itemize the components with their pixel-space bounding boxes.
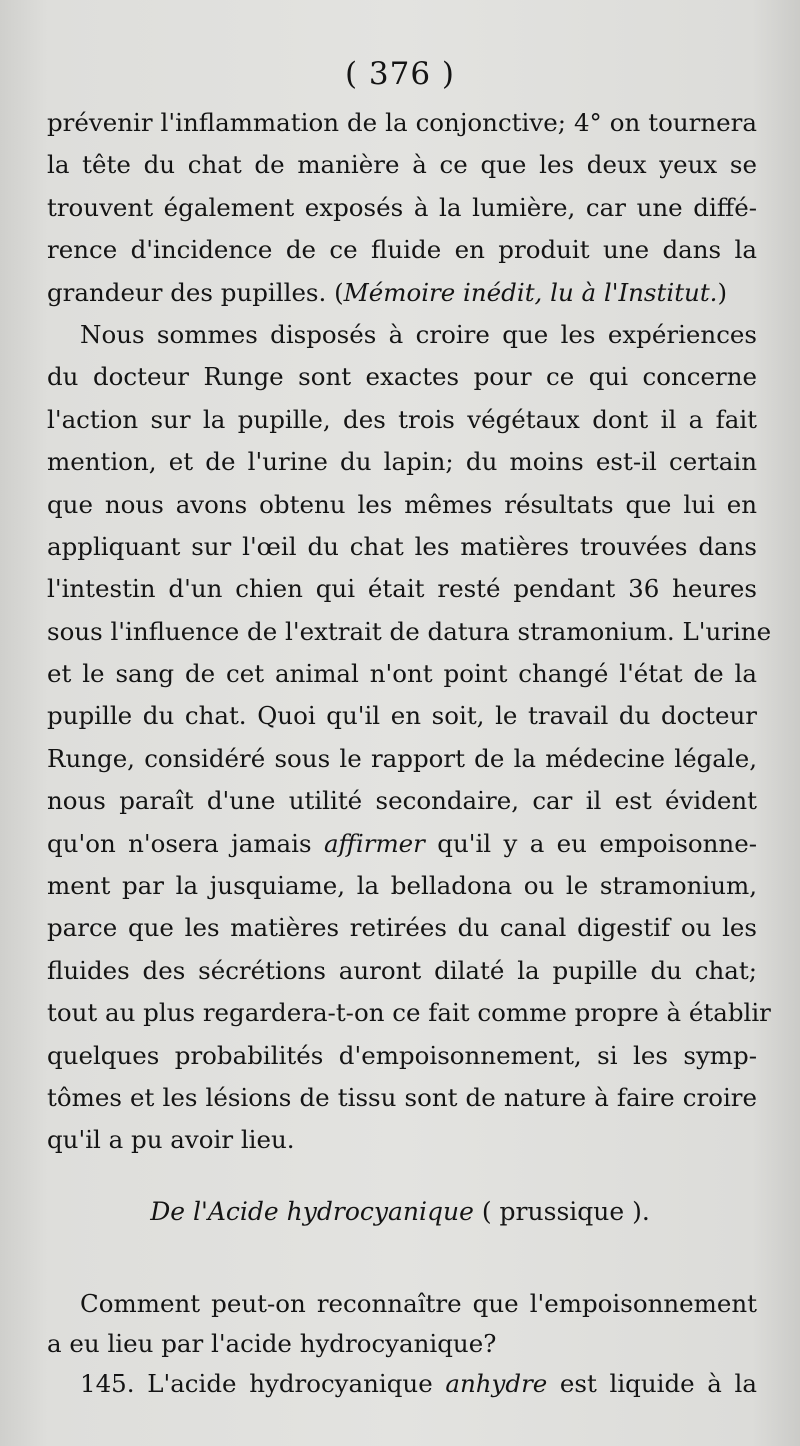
- text-line: que nous avons obtenu les mêmes résultats que lui en: [47, 489, 757, 519]
- question-line: a eu lieu par l'acide hydrocyanique?: [47, 1329, 497, 1358]
- text-line: [47, 272, 757, 314]
- section-heading: [0, 1197, 800, 1226]
- text-line: trouvent également exposés à la lumière, car une diffé-: [47, 192, 757, 222]
- text-line: et le sang de cet animal n'ont point changé l'état de la: [47, 659, 757, 689]
- text-line: fluides des sécrétions auront dilaté la pupille du chat;: [47, 955, 757, 985]
- heading-italic: De l'Acide hydrocyanique: [150, 1197, 474, 1226]
- text-line: nous paraît d'une utilité secondaire, car il est évident: [47, 786, 757, 816]
- line-text: est liquide à la: [547, 1369, 757, 1398]
- text-line: tout au plus regardera-t-on ce fait comme propre à établir: [47, 998, 771, 1028]
- emphasis-italic: affirmer: [323, 828, 425, 858]
- text-line: du docteur Runge sont exactes pour ce qui concerne: [47, 362, 757, 392]
- section-text: [47, 1284, 757, 1404]
- text-line: Runge, considéré sous le rapport de la médecine légale,: [47, 743, 757, 773]
- line-text: 145. L'acide hydrocyanique: [80, 1369, 446, 1398]
- line-text: qu'on n'osera jamais: [47, 828, 324, 858]
- text-line: pupille du chat. Quoi qu'il en soit, le travail du docteur: [47, 701, 757, 731]
- heading-normal: ( prussique ).: [473, 1197, 650, 1226]
- paragraph-first-line: Nous sommes disposés à croire que les expériences: [80, 319, 757, 349]
- citation-italic: Mémoire inédit, lu à l'Institut.: [343, 277, 718, 307]
- text-line: [47, 823, 757, 865]
- question-line: Comment peut-on reconnaître que l'empoisonnement: [80, 1289, 757, 1318]
- text-line: sous l'influence de l'extrait de datura stramonium. L'urine: [47, 616, 772, 646]
- line-text: grandeur des pupilles. (: [47, 277, 344, 307]
- line-text: qu'il y a eu empoisonne-: [424, 828, 757, 858]
- text-line: parce que les matières retirées du canal digestif ou les: [47, 913, 757, 943]
- text-line: ment par la jusquiame, la belladona ou le stramonium,: [47, 871, 757, 901]
- text-line: la tête du chat de manière à ce que les deux yeux se: [47, 150, 757, 180]
- text-line: tômes et les lésions de tissu sont de nature à faire croire: [47, 1082, 757, 1112]
- text-line: rence d'incidence de ce fluide en produit une dans la: [47, 235, 757, 265]
- text-line: quelques probabilités d'empoisonnement, si les symp-: [47, 1040, 757, 1070]
- text-line: appliquant sur l'œil du chat les matières trouvées dans: [47, 531, 757, 561]
- numbered-paragraph-line: [47, 1364, 757, 1404]
- text-line: qu'il a pu avoir lieu.: [47, 1125, 295, 1155]
- text-line: mention, et de l'urine du lapin; du moins est-il certain: [47, 447, 757, 477]
- text-line: prévenir l'inflammation de la conjonctive; 4° on tournera: [47, 108, 757, 137]
- page-number: ( 376 ): [344, 56, 456, 92]
- text-line: l'action sur la pupille, des trois végétaux dont il a fait: [47, 404, 757, 434]
- main-text: [47, 102, 772, 1162]
- line-text: ): [717, 277, 728, 307]
- emphasis-italic: anhydre: [445, 1369, 548, 1398]
- text-line: l'intestin d'un chien qui était resté pendant 36 heures: [47, 574, 757, 604]
